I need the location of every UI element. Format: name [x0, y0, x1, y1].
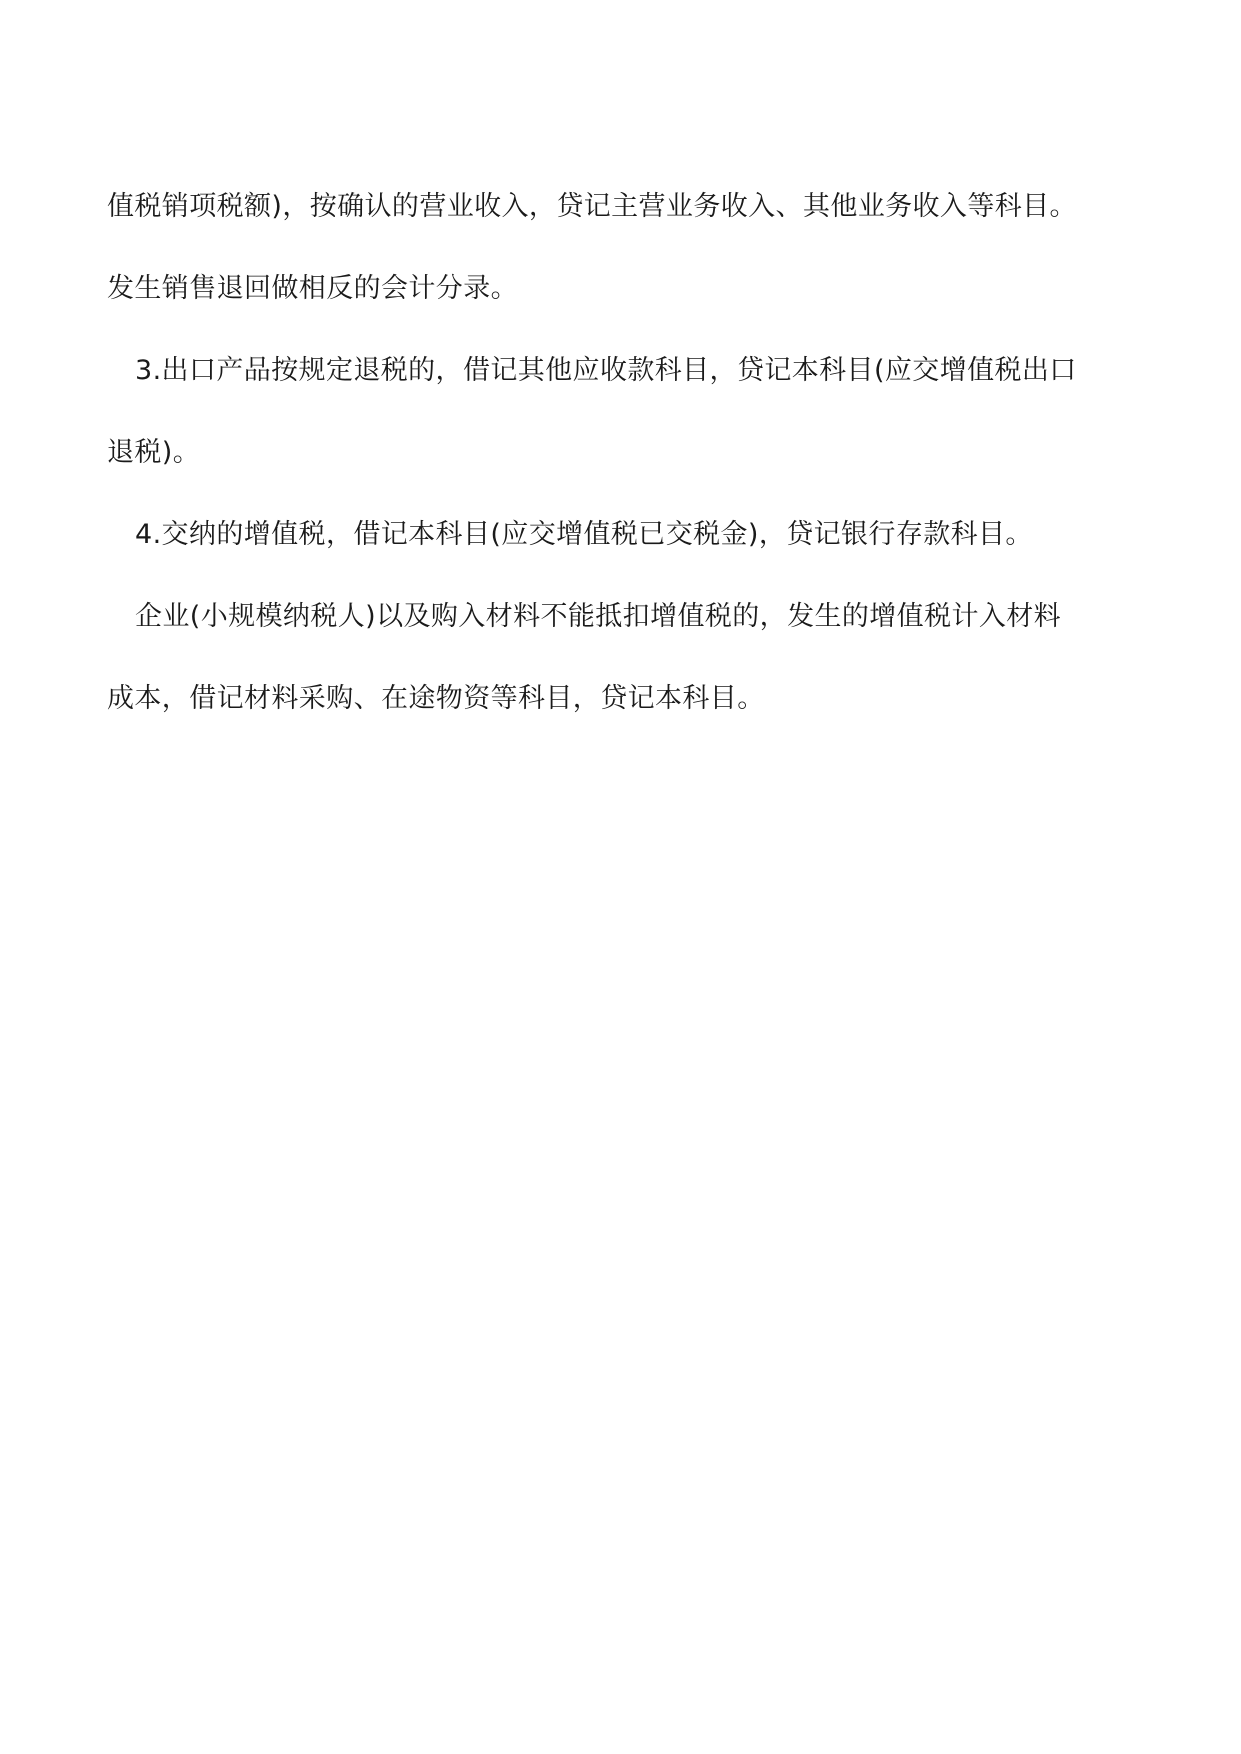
text-line: 成本，借记材料采购、在途物资等科目，贷记本科目。 — [107, 683, 765, 714]
text-line: 值税销项税额)，按确认的营业收入，贷记主营业务收入、其他业务收入等科目。 — [107, 191, 1077, 222]
text-line: 企业(小规模纳税人)以及购入材料不能抵扣增值税的，发生的增值税计入材料 — [135, 601, 1062, 632]
text-line: 退税)。 — [107, 437, 201, 468]
document-body — [107, 166, 1137, 740]
text-line: 发生销售退回做相反的会计分录。 — [107, 273, 518, 304]
text-line: 4.交纳的增值税，借记本科目(应交增值税已交税金)，贷记银行存款科目。 — [135, 519, 1033, 550]
text-line: 3.出口产品按规定退税的，借记其他应收款科目，贷记本科目(应交增值税出口 — [135, 355, 1077, 386]
